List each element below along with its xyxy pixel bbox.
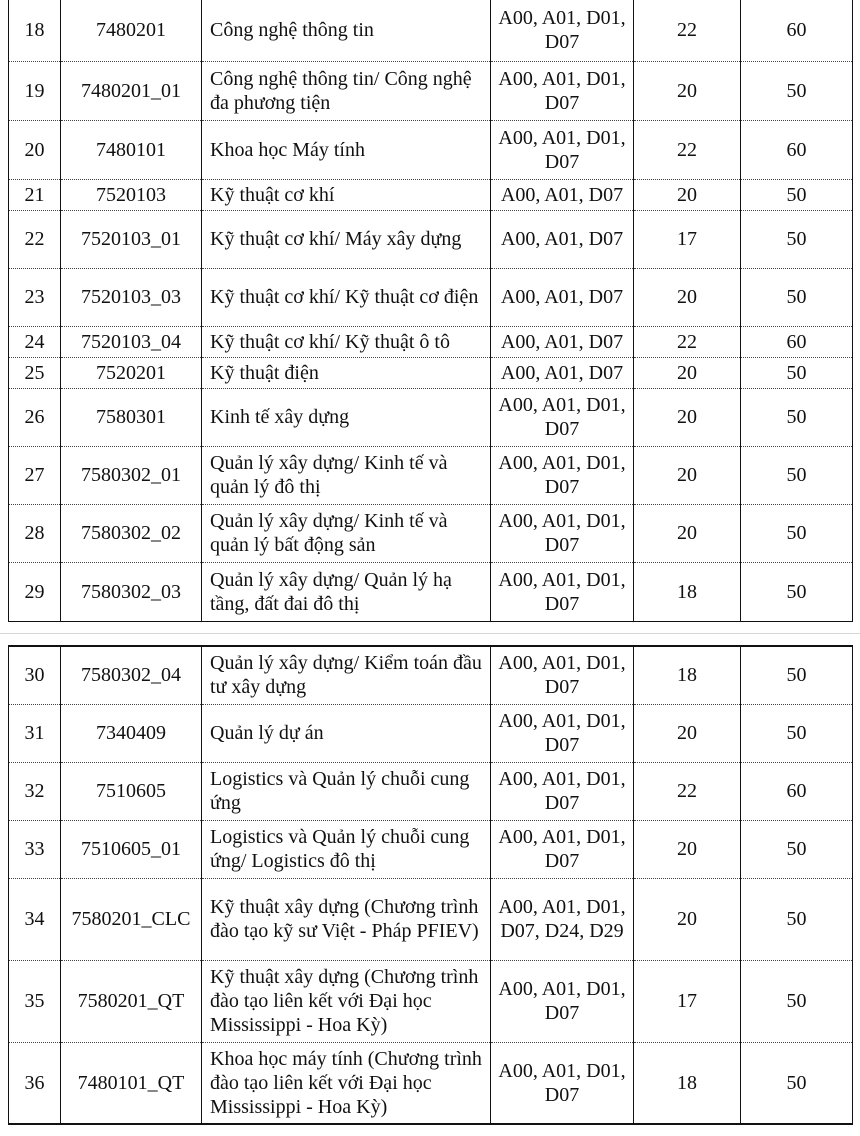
major-name-cell: Công nghệ thông tin/ Công nghệ đa phương tiện (202, 61, 491, 120)
major-code-cell: 7480201_01 (61, 61, 202, 120)
major-code-cell: 7580201_QT (61, 960, 202, 1042)
subject-combination-cell: A00, A01, D01, D07 (491, 820, 634, 878)
subject-combination-cell: A00, A01, D01, D07 (491, 562, 634, 622)
major-code-cell: 7580302_03 (61, 562, 202, 622)
major-code-cell: 7520103_01 (61, 210, 202, 268)
major-code-cell: 7580302_01 (61, 446, 202, 504)
min-score-cell: 20 (634, 357, 741, 388)
min-score-cell: 20 (634, 446, 741, 504)
row-number-cell: 19 (9, 61, 61, 120)
major-name-cell: Quản lý xây dựng/ Kinh tế và quản lý đô thị (202, 446, 491, 504)
major-code-cell: 7580201_CLC (61, 878, 202, 960)
table-row (9, 61, 853, 120)
major-name-cell: Logistics và Quản lý chuỗi cung ứng/ Logistics đô thị (202, 820, 491, 878)
row-number-cell: 21 (9, 179, 61, 210)
subject-combination-cell: A00, A01, D01, D07 (491, 646, 634, 704)
table-row (9, 357, 853, 388)
major-code-cell: 7510605_01 (61, 820, 202, 878)
min-score-cell: 20 (634, 704, 741, 762)
table-row (9, 179, 853, 210)
quota-cell: 50 (741, 210, 853, 268)
row-number-cell: 33 (9, 820, 61, 878)
major-name-cell: Kỹ thuật cơ khí/ Máy xây dựng (202, 210, 491, 268)
major-name-cell: Kỹ thuật cơ khí/ Kỹ thuật cơ điện (202, 268, 491, 326)
row-number-cell: 18 (9, 0, 61, 61)
min-score-cell: 20 (634, 268, 741, 326)
subject-combination-cell: A00, A01, D01, D07 (491, 388, 634, 446)
quota-cell: 50 (741, 357, 853, 388)
table-row (9, 210, 853, 268)
major-code-cell: 7520103 (61, 179, 202, 210)
min-score-cell: 20 (634, 388, 741, 446)
major-code-cell: 7510605 (61, 762, 202, 820)
min-score-cell: 20 (634, 61, 741, 120)
min-score-cell: 20 (634, 504, 741, 562)
major-name-cell: Kỹ thuật xây dựng (Chương trình đào tạo liên kết với Đại học Mississippi - Hoa Kỳ) (202, 960, 491, 1042)
row-number-cell: 22 (9, 210, 61, 268)
min-score-cell: 22 (634, 120, 741, 179)
table-row (9, 704, 853, 762)
quota-cell: 50 (741, 704, 853, 762)
min-score-cell: 18 (634, 646, 741, 704)
admission-table-top (8, 0, 853, 623)
major-code-cell: 7480201 (61, 0, 202, 61)
table-row (9, 268, 853, 326)
quota-cell: 50 (741, 268, 853, 326)
subject-combination-cell: A00, A01, D01, D07 (491, 762, 634, 820)
major-name-cell: Kỹ thuật cơ khí/ Kỹ thuật ô tô (202, 326, 491, 357)
min-score-cell: 17 (634, 210, 741, 268)
major-code-cell: 7480101 (61, 120, 202, 179)
quota-cell: 50 (741, 1042, 853, 1124)
quota-cell: 50 (741, 61, 853, 120)
subject-combination-cell: A00, A01, D07 (491, 357, 634, 388)
major-name-cell: Kỹ thuật xây dựng (Chương trình đào tạo kỹ sư Việt - Pháp PFIEV) (202, 878, 491, 960)
table-row (9, 120, 853, 179)
min-score-cell: 20 (634, 820, 741, 878)
row-number-cell: 32 (9, 762, 61, 820)
major-code-cell: 7580301 (61, 388, 202, 446)
subject-combination-cell: A00, A01, D01, D07 (491, 120, 634, 179)
quota-cell: 50 (741, 562, 853, 622)
major-name-cell: Kỹ thuật cơ khí (202, 179, 491, 210)
subject-combination-cell: A00, A01, D01, D07 (491, 0, 634, 61)
row-number-cell: 26 (9, 388, 61, 446)
min-score-cell: 22 (634, 326, 741, 357)
major-name-cell: Quản lý xây dựng/ Quản lý hạ tầng, đất đai đô thị (202, 562, 491, 622)
major-name-cell: Công nghệ thông tin (202, 0, 491, 61)
table-row (9, 504, 853, 562)
quota-cell: 50 (741, 446, 853, 504)
subject-combination-cell: A00, A01, D01, D07 (491, 61, 634, 120)
min-score-cell: 20 (634, 179, 741, 210)
subject-combination-cell: A00, A01, D01, D07 (491, 960, 634, 1042)
table-row (9, 820, 853, 878)
table-row (9, 762, 853, 820)
quota-cell: 50 (741, 646, 853, 704)
row-number-cell: 25 (9, 357, 61, 388)
row-number-cell: 36 (9, 1042, 61, 1124)
subject-combination-cell: A00, A01, D01, D07 (491, 504, 634, 562)
table-row (9, 446, 853, 504)
row-number-cell: 30 (9, 646, 61, 704)
major-code-cell: 7580302_04 (61, 646, 202, 704)
table-row (9, 646, 853, 704)
major-name-cell: Khoa học Máy tính (202, 120, 491, 179)
quota-cell: 50 (741, 388, 853, 446)
quota-cell: 60 (741, 762, 853, 820)
row-number-cell: 34 (9, 878, 61, 960)
quota-cell: 60 (741, 326, 853, 357)
quota-cell: 50 (741, 960, 853, 1042)
quota-cell: 50 (741, 820, 853, 878)
min-score-cell: 18 (634, 1042, 741, 1124)
row-number-cell: 35 (9, 960, 61, 1042)
subject-combination-cell: A00, A01, D01, D07 (491, 1042, 634, 1124)
major-name-cell: Kinh tế xây dựng (202, 388, 491, 446)
table-row (9, 0, 853, 61)
subject-combination-cell: A00, A01, D07 (491, 326, 634, 357)
min-score-cell: 18 (634, 562, 741, 622)
major-name-cell: Logistics và Quản lý chuỗi cung ứng (202, 762, 491, 820)
major-code-cell: 7520201 (61, 357, 202, 388)
row-number-cell: 27 (9, 446, 61, 504)
row-number-cell: 23 (9, 268, 61, 326)
row-number-cell: 24 (9, 326, 61, 357)
table-row (9, 326, 853, 357)
quota-cell: 60 (741, 120, 853, 179)
quota-cell: 50 (741, 504, 853, 562)
table-row (9, 960, 853, 1042)
subject-combination-cell: A00, A01, D01, D07, D24, D29 (491, 878, 634, 960)
subject-combination-cell: A00, A01, D01, D07 (491, 704, 634, 762)
table-row (9, 388, 853, 446)
major-name-cell: Quản lý xây dựng/ Kinh tế và quản lý bất động sản (202, 504, 491, 562)
row-number-cell: 28 (9, 504, 61, 562)
major-name-cell: Khoa học máy tính (Chương trình đào tạo liên kết với Đại học Mississippi - Hoa Kỳ) (202, 1042, 491, 1124)
table-row (9, 1042, 853, 1124)
major-name-cell: Quản lý dự án (202, 704, 491, 762)
major-name-cell: Kỹ thuật điện (202, 357, 491, 388)
major-name-cell: Quản lý xây dựng/ Kiểm toán đầu tư xây dựng (202, 646, 491, 704)
row-number-cell: 29 (9, 562, 61, 622)
table-row (9, 878, 853, 960)
min-score-cell: 22 (634, 0, 741, 61)
subject-combination-cell: A00, A01, D07 (491, 268, 634, 326)
subject-combination-cell: A00, A01, D07 (491, 210, 634, 268)
row-number-cell: 31 (9, 704, 61, 762)
page-divider (0, 633, 860, 634)
table-row (9, 562, 853, 622)
subject-combination-cell: A00, A01, D01, D07 (491, 446, 634, 504)
min-score-cell: 17 (634, 960, 741, 1042)
quota-cell: 50 (741, 878, 853, 960)
major-code-cell: 7580302_02 (61, 504, 202, 562)
major-code-cell: 7340409 (61, 704, 202, 762)
quota-cell: 50 (741, 179, 853, 210)
major-code-cell: 7520103_04 (61, 326, 202, 357)
major-code-cell: 7520103_03 (61, 268, 202, 326)
min-score-cell: 20 (634, 878, 741, 960)
row-number-cell: 20 (9, 120, 61, 179)
subject-combination-cell: A00, A01, D07 (491, 179, 634, 210)
quota-cell: 60 (741, 0, 853, 61)
major-code-cell: 7480101_QT (61, 1042, 202, 1124)
admission-table-bottom (8, 645, 853, 1125)
min-score-cell: 22 (634, 762, 741, 820)
